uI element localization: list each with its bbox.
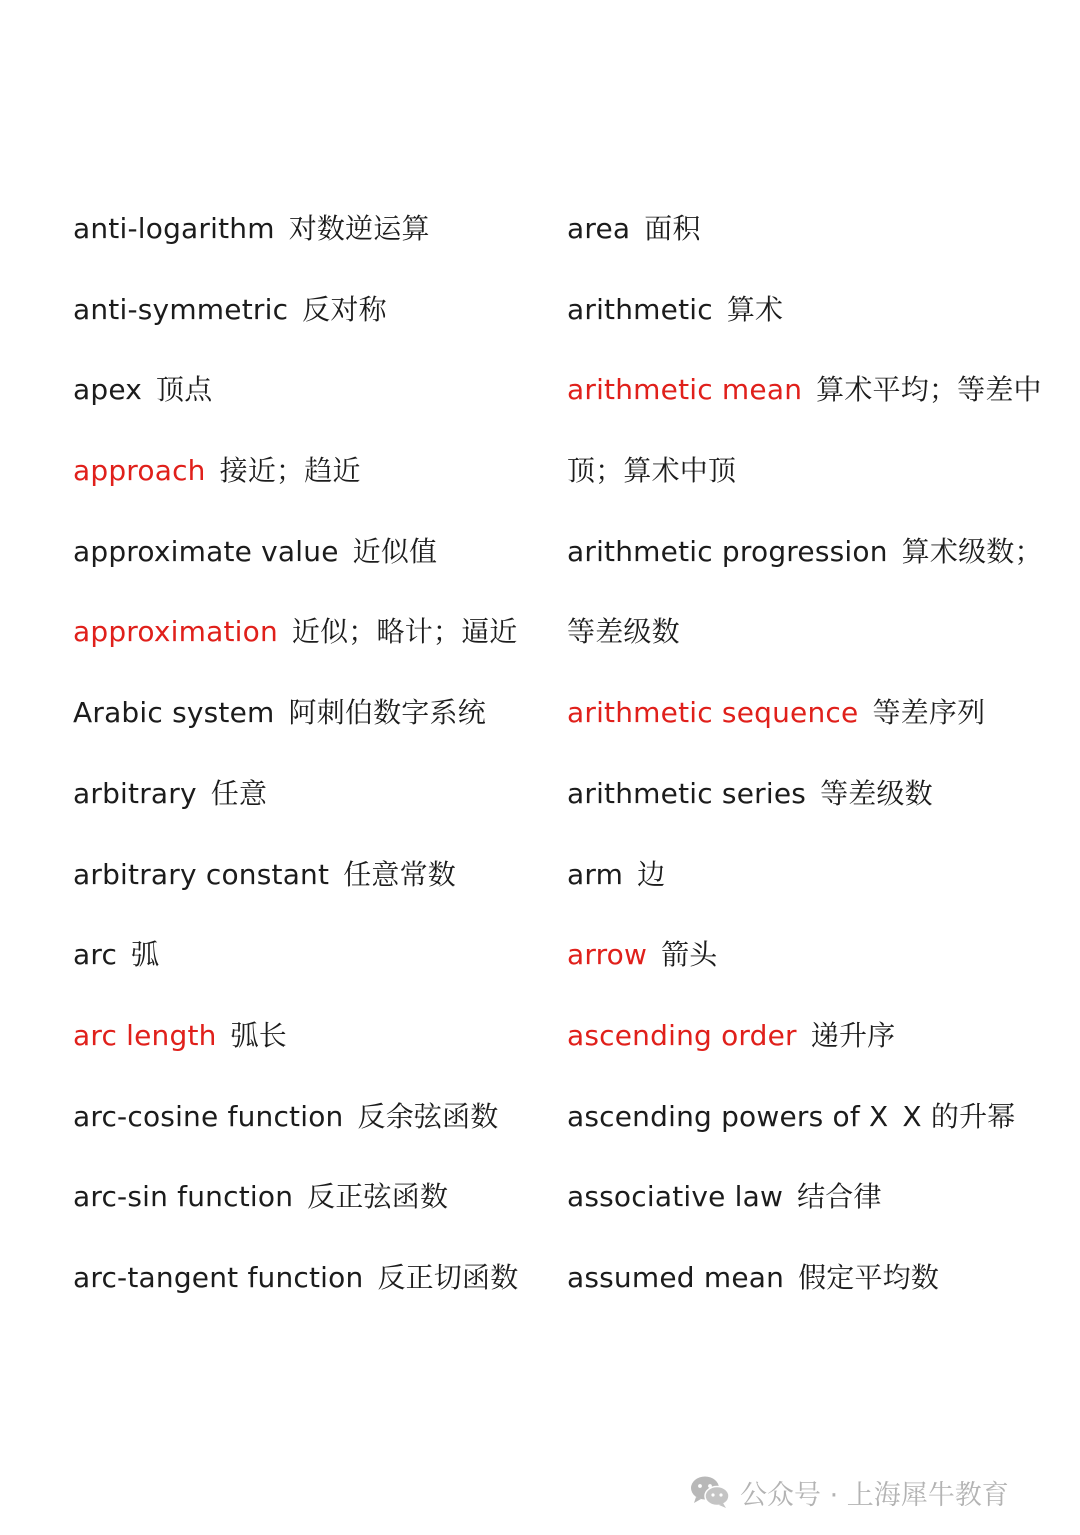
entry-term: anti-logarithm <box>73 212 275 245</box>
glossary-entry <box>567 592 1067 673</box>
glossary-entry <box>73 1238 543 1319</box>
entry-term: approximation <box>73 615 278 649</box>
entry-term: ascending order <box>567 1018 797 1052</box>
glossary-entry <box>567 189 1067 270</box>
entry-translation: 近似值 <box>352 534 438 568</box>
glossary-entry <box>567 350 1067 431</box>
glossary-entry <box>73 592 543 673</box>
entry-translation: 等差序列 <box>872 696 986 730</box>
glossary-entry <box>73 1157 543 1238</box>
entry-translation: 等差级数 <box>820 776 933 810</box>
glossary-entry <box>73 350 543 431</box>
glossary-entry <box>73 673 543 754</box>
entry-term: area <box>567 212 631 245</box>
entry-term: arithmetic series <box>567 776 807 810</box>
entry-term: arrow <box>567 938 648 972</box>
glossary-entry <box>567 915 1067 996</box>
entry-translation: 反余弦函数 <box>357 1099 499 1133</box>
glossary-entry <box>73 189 543 270</box>
entry-translation: 近似；略计；逼近 <box>291 615 518 649</box>
glossary-entry <box>73 754 543 835</box>
glossary-entry <box>73 1077 543 1158</box>
entry-translation: 顶点 <box>156 373 213 407</box>
glossary-entry <box>73 835 543 916</box>
entry-term: ascending powers of X <box>567 1099 889 1133</box>
entry-translation: 边 <box>637 857 666 891</box>
entry-term: arithmetic mean <box>567 373 803 407</box>
glossary-entry <box>73 996 543 1077</box>
entry-translation: 接近；趋近 <box>219 454 361 488</box>
entry-translation: X 的升幂 <box>902 1099 1016 1133</box>
entry-translation: 算术平均；等差中 <box>816 373 1042 407</box>
entry-term: approach <box>73 454 206 488</box>
glossary-entry <box>567 512 1067 593</box>
wechat-icon <box>690 1475 730 1509</box>
entry-translation: 任意常数 <box>343 857 456 891</box>
entry-term: arc <box>73 938 118 972</box>
entry-term: arbitrary <box>73 776 197 810</box>
watermark <box>690 1470 1009 1514</box>
entry-translation: 弧 <box>131 938 160 972</box>
glossary-entry <box>73 915 543 996</box>
glossary-entry <box>567 673 1067 754</box>
glossary-entry <box>567 1157 1067 1238</box>
entry-term: arbitrary constant <box>73 857 330 891</box>
entry-term: arithmetic sequence <box>567 696 859 730</box>
watermark-text: 公众号 · 上海犀牛教育 <box>740 1479 1009 1511</box>
entry-translation: 箭头 <box>661 938 718 972</box>
glossary-entry <box>73 512 543 593</box>
entry-term: arc length <box>73 1018 217 1052</box>
glossary-entry <box>567 754 1067 835</box>
entry-translation: 任意 <box>210 776 268 810</box>
entry-term: arm <box>567 857 624 891</box>
glossary-entry <box>567 1238 1067 1319</box>
glossary-entry <box>73 270 543 351</box>
entry-term: associative law <box>567 1180 784 1214</box>
entry-translation: 递升序 <box>810 1018 896 1052</box>
glossary-entry <box>567 1077 1067 1158</box>
glossary-left-column <box>73 189 543 1319</box>
entry-term: anti-symmetric <box>73 292 289 326</box>
entry-translation: 反正切函数 <box>377 1260 519 1294</box>
entry-term: arc-sin function <box>73 1180 294 1214</box>
glossary-entry <box>567 996 1067 1077</box>
entry-translation: 假定平均数 <box>798 1260 940 1294</box>
entry-translation: 反正弦函数 <box>307 1180 449 1214</box>
glossary-right-column <box>567 189 1067 1319</box>
entry-term: approximate value <box>73 534 339 568</box>
glossary-entry <box>567 431 1067 512</box>
glossary-entry <box>567 270 1067 351</box>
entry-translation: 结合律 <box>797 1180 882 1214</box>
entry-translation: 反对称 <box>302 292 387 326</box>
entry-term: arithmetic progression <box>567 534 888 568</box>
glossary-entry <box>567 835 1067 916</box>
entry-term: assumed mean <box>567 1260 785 1294</box>
entry-translation: 顶；算术中顶 <box>567 454 737 488</box>
entry-term: arc-tangent function <box>73 1260 364 1294</box>
entry-translation: 算术级数； <box>901 534 1043 568</box>
entry-translation: 对数逆运算 <box>288 212 430 245</box>
entry-translation: 阿刺伯数字系统 <box>288 696 486 730</box>
entry-translation: 面积 <box>644 212 701 245</box>
entry-term: arc-cosine function <box>73 1099 344 1133</box>
entry-translation: 弧长 <box>230 1018 288 1052</box>
entry-term: arithmetic <box>567 292 713 326</box>
glossary-entry <box>73 431 543 512</box>
entry-translation: 算术 <box>726 292 784 326</box>
entry-term: Arabic system <box>73 696 275 730</box>
entry-translation: 等差级数 <box>567 615 680 649</box>
entry-term: apex <box>73 373 143 407</box>
